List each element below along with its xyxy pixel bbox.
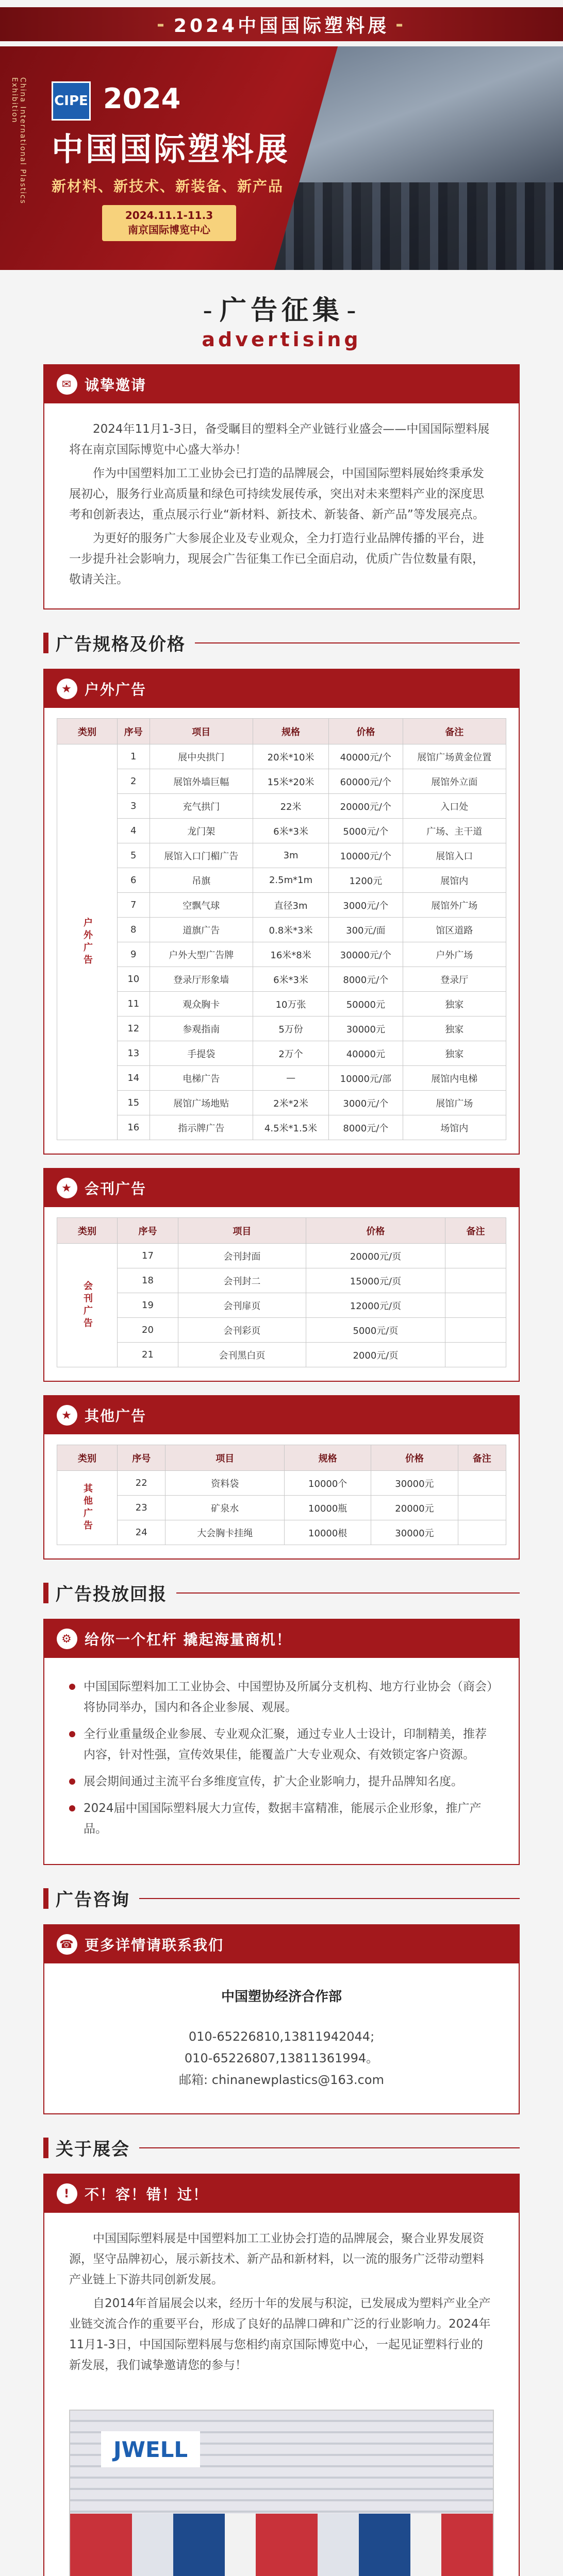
outdoor-cell: 户外大型广告牌 (150, 942, 253, 967)
outdoor-cell: 展中央拱门 (150, 744, 253, 769)
hero-crowd (274, 182, 563, 270)
outdoor-title: 户外广告 (85, 681, 147, 698)
outdoor-cell: 8000元/个 (329, 967, 403, 992)
outdoor-cell: 10000元/部 (329, 1066, 403, 1091)
other-cell: 资料袋 (165, 1471, 285, 1496)
outdoor-cell: 6 (118, 868, 150, 893)
catalog-cell: 20000元/页 (306, 1244, 445, 1268)
catalog-cell (445, 1318, 506, 1343)
phone-icon: ☎ (57, 1934, 77, 1955)
outdoor-cell: 8 (118, 918, 150, 942)
outdoor-cell: 50000元 (329, 992, 403, 1016)
outdoor-cell: 16米*8米 (253, 942, 328, 967)
outdoor-cell: 展馆内 (403, 868, 506, 893)
outdoor-row (57, 868, 506, 893)
about-sub: 不！容！错！过！ (85, 2186, 209, 2203)
outdoor-cell: 13 (118, 1041, 150, 1066)
about-card-head (44, 2175, 519, 2213)
outdoor-header-cell: 类别 (57, 719, 118, 744)
outdoor-cell: 5000元/个 (329, 819, 403, 843)
outdoor-cell: 6米*3米 (253, 819, 328, 843)
outdoor-cell: 参观指南 (150, 1016, 253, 1041)
catalog-header-cell: 价格 (306, 1218, 445, 1244)
other-cell: 10000瓶 (285, 1496, 371, 1520)
contact-sub: 更多详情请联系我们 (85, 1937, 224, 1954)
top-ribbon (0, 7, 563, 41)
outdoor-cell: 独家 (403, 1041, 506, 1066)
invite-paragraph-2: 作为中国塑料加工工业协会已打造的品牌展会，中国国际塑料展始终秉承发展初心，服务行业高质量和绿色可持续发展传承，突出对未来塑料产业的深度思考和创新表达，重点展示行业“新材料、新技术、新装备、新产品”等发展亮点。 (69, 467, 485, 521)
outdoor-category: 户外广告 (57, 744, 118, 1140)
other-row (57, 1496, 506, 1520)
outdoor-cell: 15 (118, 1091, 150, 1115)
invite-title: 诚挚邀请 (85, 377, 147, 394)
catalog-header-cell: 项目 (178, 1218, 306, 1244)
catalog-cell: 12000元/页 (306, 1293, 445, 1318)
benefit-item: 全行业重量级企业参展、专业观众汇聚，通过专业人士设计，印制精美，推荐内容，针对性强，宣传效果佳，能覆盖广大专业观众、有效锁定客户资源。 (69, 1724, 494, 1765)
other-card (43, 1395, 520, 1560)
other-header-cell: 规格 (285, 1445, 371, 1471)
other-cell: 大会胸卡挂绳 (165, 1520, 285, 1545)
other-header-cell: 价格 (371, 1445, 458, 1471)
outdoor-cell: 登录厅形象墙 (150, 967, 253, 992)
outdoor-cell: 场馆内 (403, 1115, 506, 1140)
other-category: 其他广告 (57, 1471, 118, 1545)
other-table-body (57, 1471, 506, 1545)
outdoor-cell: 馆区道路 (403, 918, 506, 942)
other-cell: 矿泉水 (165, 1496, 285, 1520)
outdoor-header-cell: 备注 (403, 719, 506, 744)
outdoor-row (57, 1091, 506, 1115)
catalog-row (57, 1343, 506, 1367)
other-cell: 20000元 (371, 1496, 458, 1520)
catalog-cell: 2000元/页 (306, 1343, 445, 1367)
outdoor-table-body (57, 744, 506, 1140)
other-header-cell: 项目 (165, 1445, 285, 1471)
about-heading (43, 2135, 520, 2160)
outdoor-row (57, 893, 506, 918)
tag-icon: ★ (57, 1405, 77, 1426)
about-paragraph-2: 自2014年首届展会以来，经历十年的发展与积淀，已发展成为塑料产业全产业链交流合作的重要平台，形成了良好的品牌口碑和广泛的行业影响力。2024年11月1-3日，中国国际塑料展与您相约南京国际博览中心，一起见证塑料行业的新发展，我们诚挚邀请您的参与！ (69, 2297, 491, 2372)
outdoor-cell: 观众胸卡 (150, 992, 253, 1016)
outdoor-cell: 入口处 (403, 794, 506, 819)
outdoor-cell: 展馆广场 (403, 1091, 506, 1115)
ribbon-dash-left: - (156, 13, 168, 35)
catalog-header-cell: 序号 (118, 1218, 178, 1244)
outdoor-cell: 300元/面 (329, 918, 403, 942)
outdoor-cell: 22米 (253, 794, 328, 819)
outdoor-cell: 2万个 (253, 1041, 328, 1066)
benefit-item: 展会期间通过主流平台多维度宣传，扩大企业影响力，提升品牌知名度。 (69, 1771, 494, 1792)
benefit-card-head (44, 1620, 519, 1658)
catalog-row (57, 1244, 506, 1268)
outdoor-cell: 14 (118, 1066, 150, 1091)
catalog-cell (445, 1343, 506, 1367)
contact-card-head (44, 1925, 519, 1963)
outdoor-table (57, 718, 506, 1140)
outdoor-card-head (44, 670, 519, 708)
invite-body (44, 403, 519, 608)
other-row (57, 1471, 506, 1496)
about-body (44, 2213, 519, 2394)
catalog-cell (445, 1244, 506, 1268)
exclamation-icon: ! (57, 2183, 77, 2204)
outdoor-cell: 8000元/个 (329, 1115, 403, 1140)
outdoor-cell: 3m (253, 843, 328, 868)
contact-phone-1[interactable]: 010-65226810,13811942044; (188, 2029, 375, 2044)
envelope-icon: ✉ (57, 374, 77, 395)
contact-phone-2[interactable]: 010-65226807,13811361994。 (184, 2051, 379, 2065)
hero-banner (0, 46, 563, 270)
catalog-cell: 会刊黑白页 (178, 1343, 306, 1367)
other-card-head (44, 1396, 519, 1434)
outdoor-cell: 30000元 (329, 1016, 403, 1041)
other-title: 其他广告 (85, 1408, 147, 1425)
outdoor-cell: 20米*10米 (253, 744, 328, 769)
outdoor-cell: 5 (118, 843, 150, 868)
hero-photo (274, 46, 563, 270)
other-cell: 10000个 (285, 1471, 371, 1496)
outdoor-cell: 展馆外立面 (403, 769, 506, 794)
outdoor-cell: 独家 (403, 992, 506, 1016)
outdoor-cell: 9 (118, 942, 150, 967)
exhibition-photo-1 (69, 2410, 494, 2576)
outdoor-cell: 直径3m (253, 893, 328, 918)
outdoor-row (57, 942, 506, 967)
hero-year: 2024 (103, 82, 181, 115)
outdoor-cell: 0.8米*3米 (253, 918, 328, 942)
outdoor-cell: 7 (118, 893, 150, 918)
lever-icon: ⚙ (57, 1629, 77, 1649)
benefit-list (44, 1658, 519, 1864)
outdoor-header-cell: 项目 (150, 719, 253, 744)
spec-heading (43, 630, 520, 655)
benefit-card (43, 1619, 520, 1865)
hero-date: 2024.11.1-11.3 (125, 209, 213, 222)
hero-side-text: China International Plastics Exhibition (10, 77, 27, 205)
outdoor-header-cell: 规格 (253, 719, 328, 744)
outdoor-cell: 3000元/个 (329, 1091, 403, 1115)
outdoor-cell: 30000元/个 (329, 942, 403, 967)
about-title: 关于展会 (56, 2139, 130, 2160)
benefit-title: 广告投放回报 (56, 1584, 167, 1605)
book-icon: ★ (57, 1178, 77, 1198)
exhibition-logo: CIPE (52, 81, 91, 121)
outdoor-cell: 独家 (403, 1016, 506, 1041)
other-cell (458, 1520, 506, 1545)
catalog-category: 会刊广告 (57, 1244, 118, 1367)
other-cell: 30000元 (371, 1520, 458, 1545)
outdoor-cell: 40000元 (329, 1041, 403, 1066)
catalog-cell: 会刊封面 (178, 1244, 306, 1268)
contact-org: 中国塑协经济合作部 (221, 1989, 342, 2005)
outdoor-header-cell: 价格 (329, 719, 403, 744)
other-row (57, 1520, 506, 1545)
outdoor-row (57, 744, 506, 769)
other-cell: 10000根 (285, 1520, 371, 1545)
outdoor-row (57, 1041, 506, 1066)
outdoor-cell: 2.5m*1m (253, 868, 328, 893)
catalog-row (57, 1293, 506, 1318)
outdoor-cell: 1 (118, 744, 150, 769)
other-cell (458, 1471, 506, 1496)
outdoor-cell: 3000元/个 (329, 893, 403, 918)
outdoor-cell: 展馆广场黄金位置 (403, 744, 506, 769)
catalog-cell: 5000元/页 (306, 1318, 445, 1343)
catalog-card (43, 1168, 520, 1382)
catalog-cell (445, 1268, 506, 1293)
other-table (57, 1445, 506, 1545)
outdoor-cell: 10000元/个 (329, 843, 403, 868)
outdoor-cell: 10 (118, 967, 150, 992)
catalog-cell: 会刊扉页 (178, 1293, 306, 1318)
outdoor-cell: 展馆入口 (403, 843, 506, 868)
other-header-cell: 序号 (118, 1445, 165, 1471)
outdoor-cell: 展馆广场地贴 (150, 1091, 253, 1115)
other-cell: 23 (118, 1496, 165, 1520)
outdoor-cell: 空飘气球 (150, 893, 253, 918)
outdoor-row (57, 843, 506, 868)
catalog-row (57, 1318, 506, 1343)
outdoor-card (43, 669, 520, 1155)
megaphone-icon: ★ (57, 679, 77, 699)
other-header-cell: 类别 (57, 1445, 118, 1471)
catalog-cell: 会刊彩页 (178, 1318, 306, 1343)
catalog-title: 会刊广告 (85, 1180, 147, 1197)
outdoor-cell: 电梯广告 (150, 1066, 253, 1091)
outdoor-cell: 5万份 (253, 1016, 328, 1041)
catalog-cell: 18 (118, 1268, 178, 1293)
benefit-item: 2024届中国国际塑料展大力宣传，数据丰富精准，能展示企业形象，推广产品。 (69, 1798, 494, 1839)
outdoor-row (57, 1066, 506, 1091)
contact-heading (43, 1886, 520, 1911)
outdoor-row (57, 819, 506, 843)
catalog-cell (445, 1293, 506, 1318)
catalog-table (57, 1217, 506, 1367)
benefit-sub: 给你一个杠杆 撬起海量商机！ (85, 1631, 292, 1648)
outdoor-cell: 40000元/个 (329, 744, 403, 769)
invite-card-head (44, 365, 519, 403)
outdoor-header-cell: 序号 (118, 719, 150, 744)
benefit-item: 中国国际塑料加工工业协会、中国塑协及所属分支机构、地方行业协会（商会）将协同举办，国内和各企业参展、观展。 (69, 1676, 494, 1718)
outdoor-cell: 展馆外墙巨幅 (150, 769, 253, 794)
invite-card (43, 364, 520, 609)
contact-body (44, 1963, 519, 2113)
about-card (43, 2174, 520, 2576)
outdoor-cell: 10万张 (253, 992, 328, 1016)
outdoor-cell: 吊旗 (150, 868, 253, 893)
outdoor-cell: 展馆外广场 (403, 893, 506, 918)
ribbon-title: 2024中国国际塑料展 (173, 15, 390, 37)
outdoor-cell: 12 (118, 1016, 150, 1041)
photo-1-banner: JWELL (101, 2431, 200, 2467)
catalog-header-cell: 类别 (57, 1218, 118, 1244)
hero-venue: 南京国际博览中心 (128, 224, 210, 236)
other-cell: 22 (118, 1471, 165, 1496)
ad-section-heading: - 广告征集 - advertising (0, 289, 563, 351)
outdoor-cell: 6米*3米 (253, 967, 328, 992)
outdoor-cell: 2 (118, 769, 150, 794)
catalog-cell: 17 (118, 1244, 178, 1268)
invite-paragraph-1: 2024年11月1-3日，备受瞩目的塑料全产业链行业盛会——中国国际塑料展将在南京国际博览中心盛大举办！ (69, 422, 490, 456)
outdoor-cell: 4 (118, 819, 150, 843)
hero-date-box (102, 205, 236, 241)
outdoor-cell: 2米*2米 (253, 1091, 328, 1115)
contact-title: 广告咨询 (56, 1890, 130, 1910)
outdoor-cell: 龙门架 (150, 819, 253, 843)
outdoor-cell: 60000元/个 (329, 769, 403, 794)
outdoor-cell: 20000元/个 (329, 794, 403, 819)
outdoor-cell: 11 (118, 992, 150, 1016)
ribbon-dash-right: - (395, 13, 407, 35)
contact-email[interactable]: 邮箱: chinanewplastics@163.com (179, 2073, 384, 2087)
spec-title: 广告规格及价格 (56, 634, 186, 655)
about-paragraph-1: 中国国际塑料展是中国塑料加工工业协会打造的品牌展会，聚合业界发展资源，坚守品牌初心，展示新技术、新产品和新材料，以一流的服务广泛带动塑料产业链上下游共同创新发展。 (69, 2232, 484, 2286)
outdoor-cell: 道旗广告 (150, 918, 253, 942)
catalog-cell: 20 (118, 1318, 178, 1343)
catalog-cell: 15000元/页 (306, 1268, 445, 1293)
outdoor-cell: — (253, 1066, 328, 1091)
outdoor-cell: 1200元 (329, 868, 403, 893)
catalog-table-body (57, 1244, 506, 1367)
catalog-cell: 会刊封二 (178, 1268, 306, 1293)
outdoor-cell: 登录厅 (403, 967, 506, 992)
outdoor-row (57, 1115, 506, 1140)
benefit-heading (43, 1580, 520, 1605)
ad-title-zh: 广告征集 (219, 295, 343, 326)
outdoor-cell: 户外广场 (403, 942, 506, 967)
outdoor-cell: 展馆入口门楣广告 (150, 843, 253, 868)
invite-paragraph-3: 为更好的服务广大参展企业及专业观众，全力打造行业品牌传播的平台，进一步提升社会影响力，现展会广告征集工作已全面启动，优质广告位数量有限，敬请关注。 (69, 532, 484, 586)
contact-card (43, 1924, 520, 2114)
catalog-cell: 21 (118, 1343, 178, 1367)
hero-exhibition-name: 中国国际塑料展 (52, 130, 290, 168)
other-cell: 24 (118, 1520, 165, 1545)
outdoor-cell: 指示牌广告 (150, 1115, 253, 1140)
outdoor-cell: 4.5米*1.5米 (253, 1115, 328, 1140)
outdoor-row (57, 794, 506, 819)
outdoor-cell: 16 (118, 1115, 150, 1140)
other-cell: 30000元 (371, 1471, 458, 1496)
catalog-header-cell: 备注 (445, 1218, 506, 1244)
outdoor-cell: 15米*20米 (253, 769, 328, 794)
outdoor-row (57, 967, 506, 992)
catalog-row (57, 1268, 506, 1293)
outdoor-cell: 手提袋 (150, 1041, 253, 1066)
outdoor-cell: 充气拱门 (150, 794, 253, 819)
outdoor-row (57, 1016, 506, 1041)
hero-tagline: 新材料、新技术、新装备、新产品 (52, 178, 284, 195)
outdoor-row (57, 918, 506, 942)
catalog-card-head (44, 1169, 519, 1207)
outdoor-cell: 3 (118, 794, 150, 819)
catalog-cell: 19 (118, 1293, 178, 1318)
other-cell (458, 1496, 506, 1520)
outdoor-cell: 广场、主干道 (403, 819, 506, 843)
ad-title-en: advertising (202, 328, 361, 351)
other-header-cell: 备注 (458, 1445, 506, 1471)
outdoor-row (57, 769, 506, 794)
outdoor-cell: 展馆内电梯 (403, 1066, 506, 1091)
outdoor-row (57, 992, 506, 1016)
